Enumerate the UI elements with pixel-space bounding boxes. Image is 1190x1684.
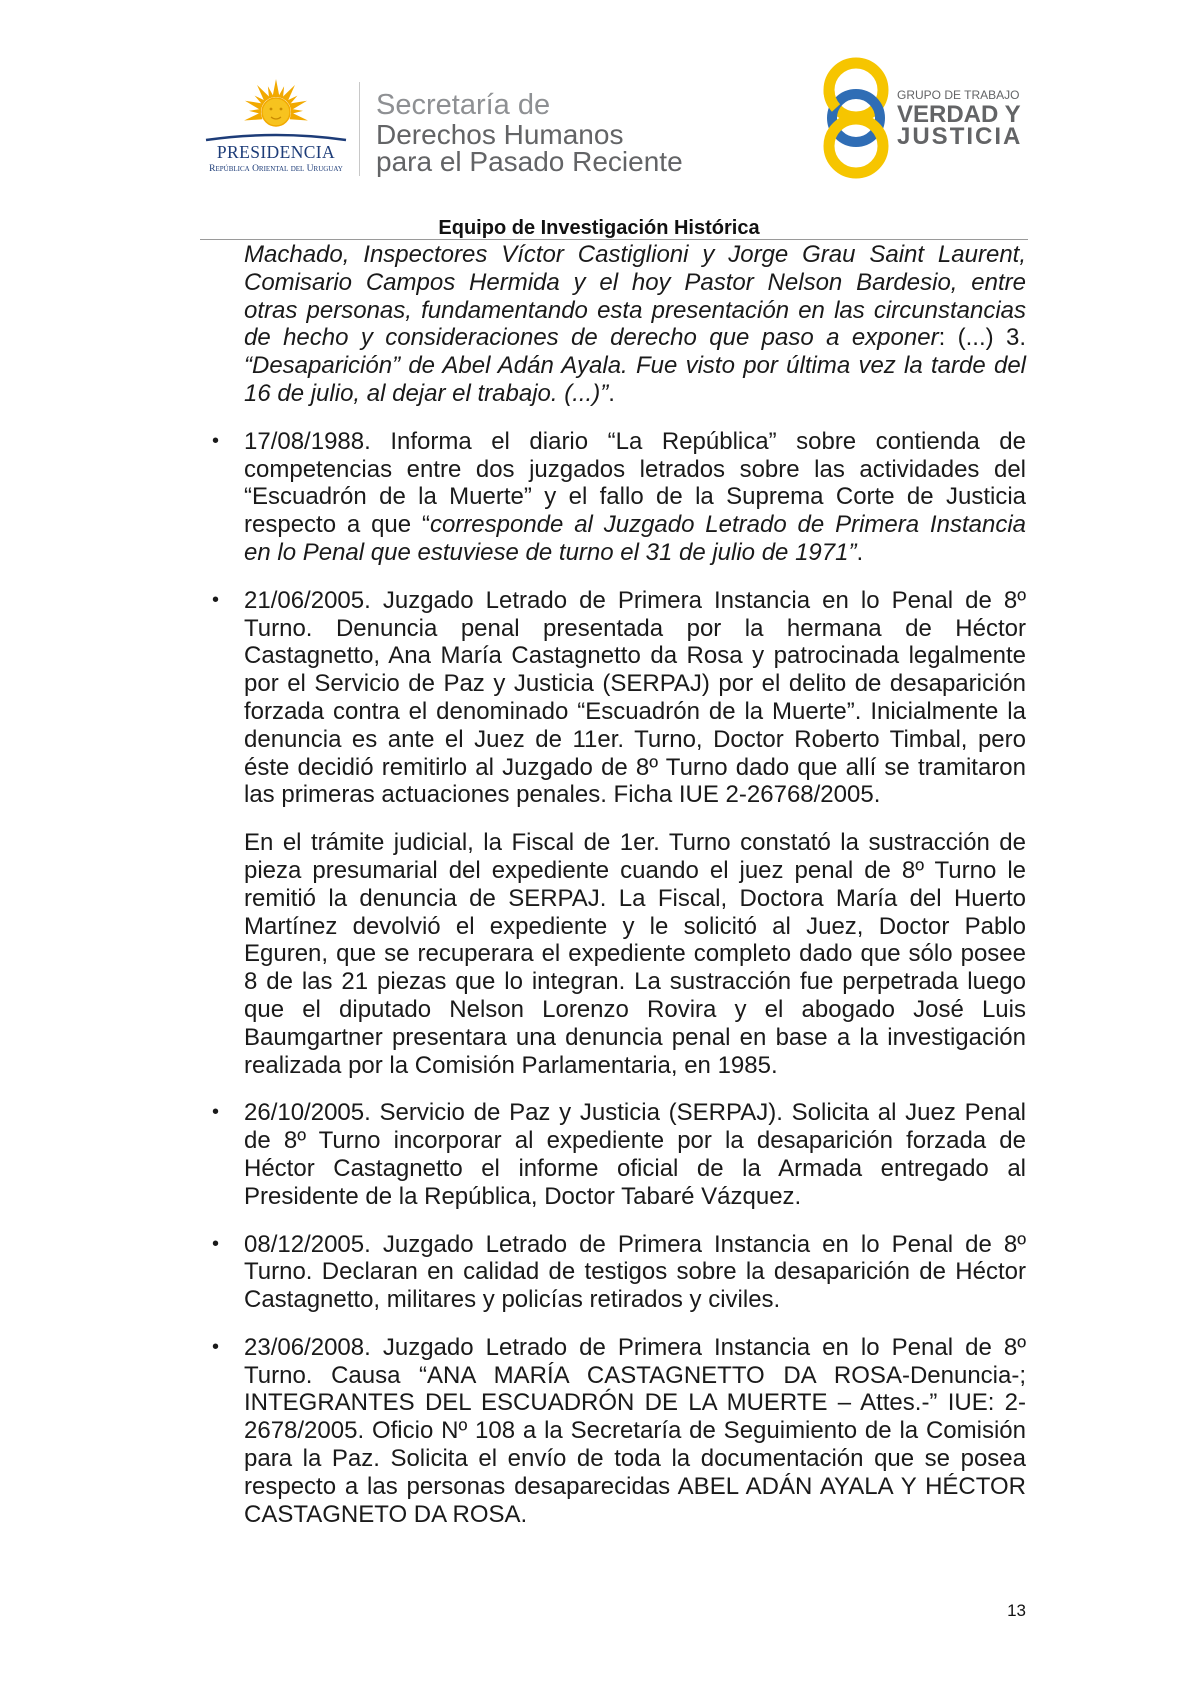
text: 08/12/2005. Juzgado Letrado de Primera Instancia en lo Penal de 8º <box>244 1230 1026 1258</box>
text-line <box>244 539 1026 567</box>
text: . <box>856 538 864 566</box>
text-line <box>244 1417 1026 1445</box>
text-line <box>244 587 1026 615</box>
text: Baumgartner presentara una denuncia penal en base a la investigación <box>244 1023 1026 1051</box>
text: 8 de las 21 piezas que lo integran. La sustracción fue perpetrada luego <box>244 968 1026 996</box>
text: para la Paz. Solicita el envío de toda la documentación que se posea <box>244 1445 1026 1473</box>
italic-text: de hecho y consideraciones de derecho que paso a exponer <box>244 324 939 352</box>
text-line <box>244 615 1026 643</box>
text-line <box>244 1183 1026 1211</box>
text-line <box>244 1099 1026 1127</box>
text: 17/08/1988. Informa el diario “La República” sobre contienda de <box>244 427 1026 455</box>
text: de 8º Turno incorporar al expediente por la desaparición forzada de <box>244 1127 1026 1155</box>
text: denuncia es ante el Juez de 11er. Turno, Doctor Roberto Timbal, pero <box>244 725 1026 753</box>
header-divider <box>359 82 360 176</box>
text-line <box>244 1362 1026 1390</box>
italic-text: Comisario Campos Hermida y el hoy Pastor Nelson Bardesio, entre <box>244 268 1026 296</box>
secretaria-line-3: para el Pasado Reciente <box>376 146 683 177</box>
section-title: Equipo de Investigación Histórica <box>438 217 760 239</box>
text: éste decidió remitirlo al Juzgado de 8º Turno dado que allí se tramitaron <box>244 753 1026 781</box>
italic-text: “Desaparición” de Abel Adán Ayala. Fue visto por última vez la tarde del <box>244 352 1026 380</box>
text: forzada contra el denominado “Escuadrón de la Muerte”. Inicialmente la <box>244 697 1026 725</box>
grupo-line-1: GRUPO DE TRABAJO <box>897 88 1020 102</box>
italic-text: otras personas, fundamentando esta presentación en las circunstancias <box>244 296 1026 324</box>
text-line <box>244 483 1026 511</box>
paragraph <box>212 829 1026 1079</box>
text-line <box>244 428 1026 456</box>
text: . <box>608 379 615 407</box>
text: Héctor Castagnetto el informe oficial de la Armada entregado al <box>244 1154 1026 1182</box>
italic-text: en lo Penal que estuviese de turno el 31 de julio de 1971” <box>244 538 857 566</box>
text-line <box>244 913 1026 941</box>
text-line <box>244 1127 1026 1155</box>
text: 21/06/2005. Juzgado Letrado de Primera Instancia en lo Penal de 8º <box>244 586 1026 614</box>
text-line <box>244 241 1026 269</box>
interlocked-rings-icon <box>822 57 890 179</box>
text: 26/10/2005. Servicio de Paz y Justicia (SERPAJ). Solicita al Juez Penal <box>244 1099 1026 1127</box>
grupo-line-2: VERDAD Y <box>897 101 1021 128</box>
text: En el trámite judicial, la Fiscal de 1er. Turno constató la sustracción de <box>244 829 1026 857</box>
bullet-marker: • <box>212 588 220 611</box>
text-line <box>244 1155 1026 1183</box>
text-line <box>244 698 1026 726</box>
secretaria-line-2: Derechos Humanos <box>376 119 624 150</box>
text-line <box>244 885 1026 913</box>
presidencia-subtitle: República Oriental del Uruguay <box>209 164 343 174</box>
text: 23/06/2008. Juzgado Letrado de Primera Instancia en lo Penal de 8º <box>244 1333 1026 1361</box>
text-line <box>244 1389 1026 1417</box>
text: pieza presumarial del expediente cuando el juez penal de 8º Turno le <box>244 856 1026 884</box>
bullet-marker: • <box>212 1335 220 1358</box>
text-line <box>244 726 1026 754</box>
text-line <box>244 996 1026 1024</box>
presidencia-name: PRESIDENCIA <box>216 142 336 162</box>
text-line <box>244 297 1026 325</box>
text: remitió la denuncia de SERPAJ. La Fiscal, Doctora María del Huerto <box>244 884 1026 912</box>
text-line <box>244 511 1026 539</box>
text-line <box>244 1445 1026 1473</box>
text: Turno. Causa “ANA MARÍA CASTAGNETTO DA ROSA-Denuncia-; <box>244 1361 1026 1389</box>
text-line <box>244 456 1026 484</box>
text: por el Servicio de Paz y Justicia (SERPAJ) por el delito de desaparición <box>244 670 1026 698</box>
text: Eguren, que se recuperara el expediente completo dado que sólo posee <box>244 940 1026 968</box>
text: Turno. Denuncia penal presentada por la hermana de Héctor <box>244 614 1026 642</box>
text: realizada por la Comisión Parlamentaria, en 1985. <box>244 1051 778 1079</box>
text-line <box>244 269 1026 297</box>
text-line <box>244 1024 1026 1052</box>
bullet-entry <box>212 1231 1026 1314</box>
text-line <box>244 324 1026 352</box>
bullet-entry <box>212 428 1026 567</box>
text: que el diputado Nelson Lorenzo Rovira y el abogado José Luis <box>244 995 1026 1023</box>
grupo-line-3: JUSTICIA <box>897 123 1023 150</box>
text-line <box>244 1286 1026 1314</box>
bullet-marker: • <box>212 1101 220 1124</box>
text-line <box>244 781 1026 809</box>
text-line <box>244 670 1026 698</box>
text-line <box>244 352 1026 380</box>
text-line <box>244 1231 1026 1259</box>
text: competencias entre dos juzgados letrados sobre las actividades del <box>244 455 1026 483</box>
bullet-entry <box>212 1099 1026 1210</box>
text-line <box>244 968 1026 996</box>
paragraph <box>212 241 1026 408</box>
text-line <box>244 1258 1026 1286</box>
document-body <box>212 241 1026 1548</box>
text: respecto a las personas desaparecidas ABEL ADÁN AYALA Y HÉCTOR <box>244 1472 1026 1500</box>
bullet-entry <box>212 587 1026 809</box>
text-line <box>244 829 1026 857</box>
text-line <box>244 754 1026 782</box>
text-line <box>244 857 1026 885</box>
secretaria-line-1: Secretaría de <box>376 89 551 121</box>
text: 2678/2005. Oficio Nº 108 a la Secretaría de Seguimiento de la Comisión <box>244 1417 1026 1445</box>
page-number: 13 <box>1007 1601 1026 1620</box>
text-line <box>244 940 1026 968</box>
text-line <box>244 642 1026 670</box>
text-line <box>244 380 1026 408</box>
italic-text: corresponde al Juzgado Letrado de Primera Instancia <box>429 511 1026 539</box>
text: “Escuadrón de la Muerte” y el fallo de la Suprema Corte de Justicia <box>244 483 1026 511</box>
text-line <box>244 1501 1026 1529</box>
header-rule <box>200 239 1028 240</box>
text-line <box>244 1052 1026 1080</box>
text: Castagnetto, militares y policías retirados y civiles. <box>244 1286 781 1314</box>
text: Turno. Declaran en calidad de testigos sobre la desaparición de Héctor <box>244 1258 1026 1286</box>
italic-text: 16 de julio, al dejar el trabajo. (...)” <box>244 379 609 407</box>
text-line <box>244 1473 1026 1501</box>
bullet-marker: • <box>212 429 220 452</box>
text: INTEGRANTES DEL ESCUADRÓN DE LA MUERTE – Attes.-” IUE: 2- <box>244 1389 1026 1417</box>
text: Presidente de la República, Doctor Tabaré Vázquez. <box>244 1182 802 1210</box>
text: Martínez devolvió el expediente y le solicitó al Juez, Doctor Pablo <box>244 912 1026 940</box>
bullet-marker: • <box>212 1232 220 1255</box>
text: respecto a que “ <box>244 511 430 539</box>
text: : (...) 3. <box>938 324 1026 352</box>
text: Castagnetto, Ana María Castagnetto da Rosa y patrocinada legalmente <box>244 642 1026 670</box>
text-line <box>244 1334 1026 1362</box>
bullet-entry <box>212 1334 1026 1529</box>
text: las primeras actuaciones penales. Ficha IUE 2-26768/2005. <box>244 781 881 809</box>
italic-text: Machado, Inspectores Víctor Castiglioni y Jorge Grau Saint Laurent, <box>244 241 1026 268</box>
text: CASTAGNETO DA ROSA. <box>244 1500 528 1528</box>
